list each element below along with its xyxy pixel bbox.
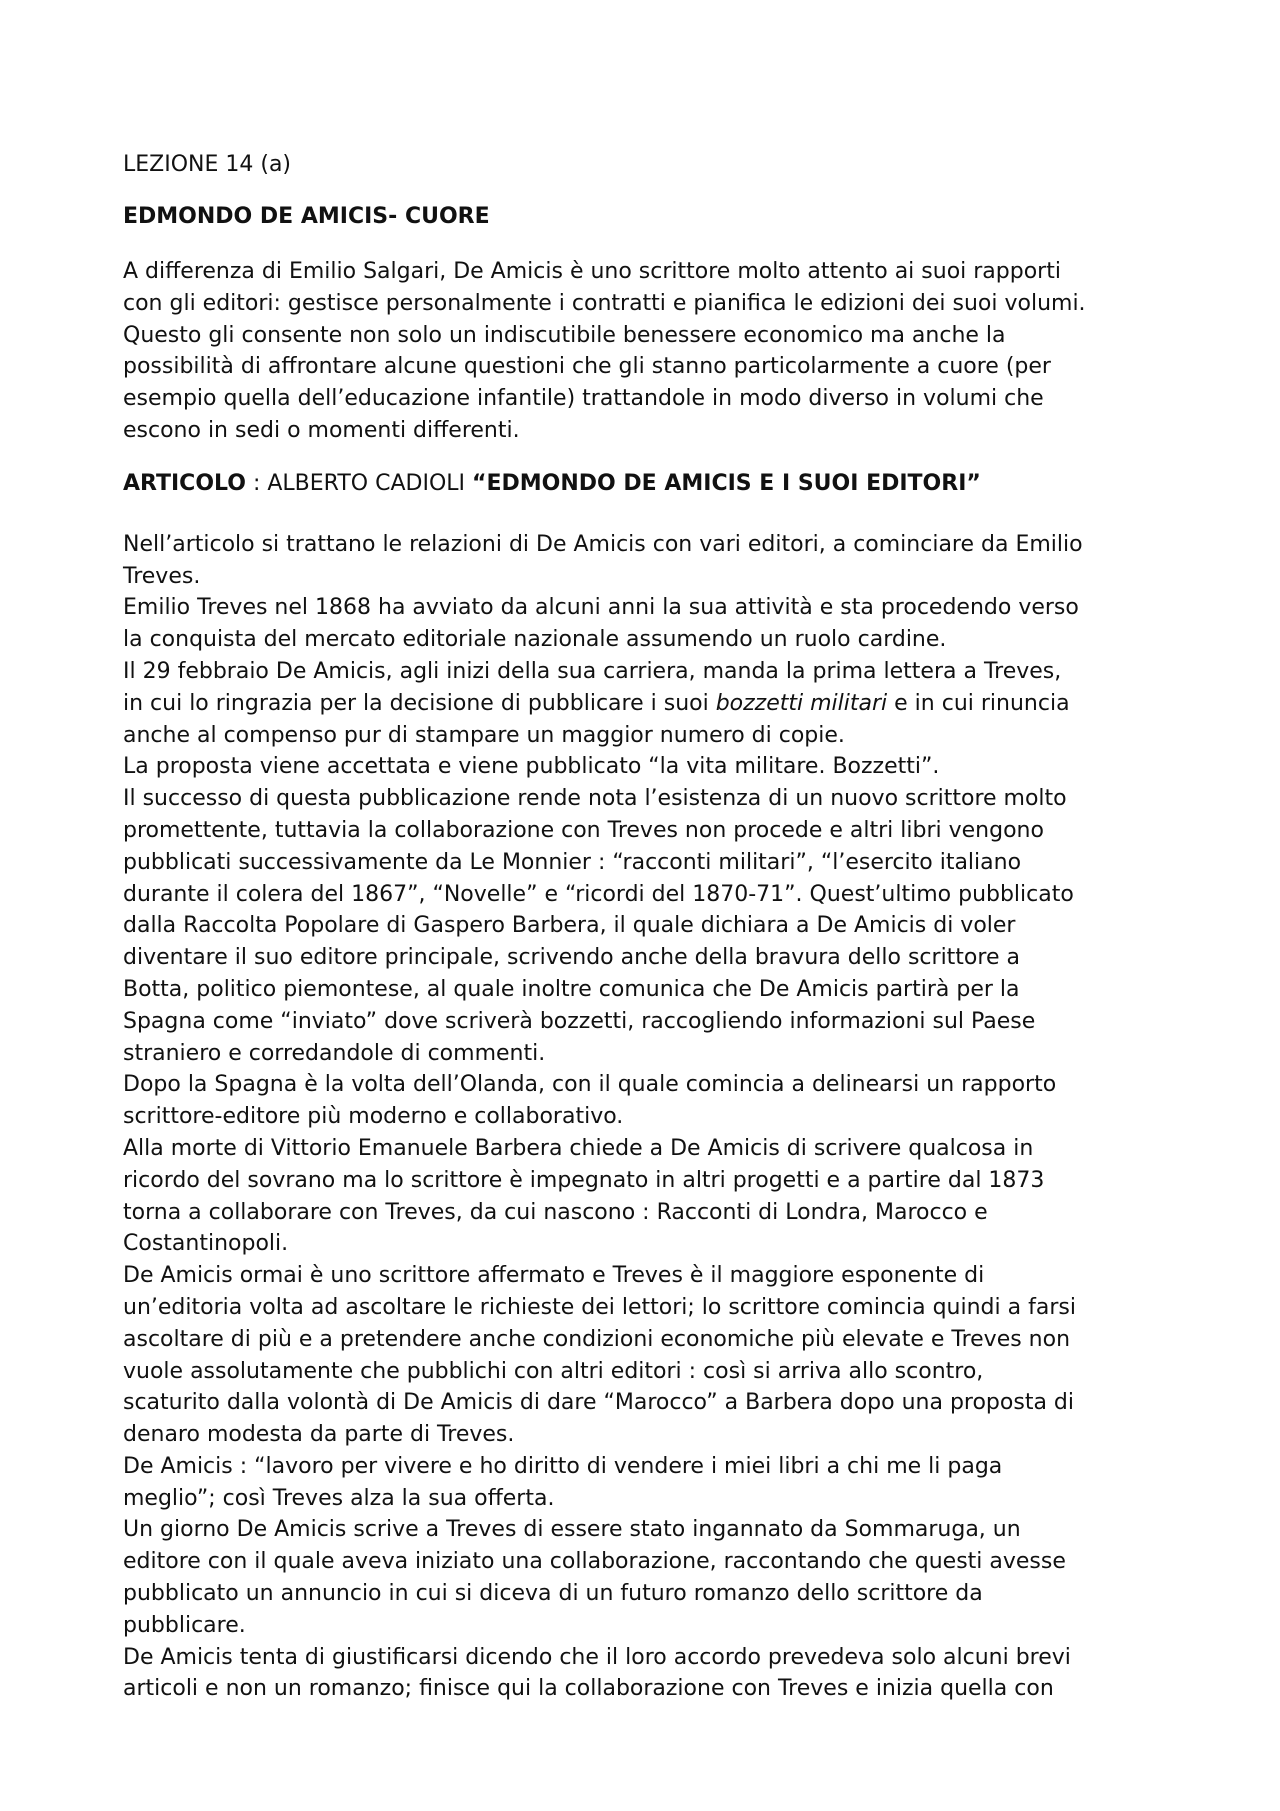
text-line: Treves.: [123, 563, 201, 589]
text-line: Il 29 febbraio De Amicis, agli inizi della sua carriera, manda la prima lettera a Treves,: [123, 658, 1062, 684]
text-fragment: e in cui rinuncia: [887, 690, 1070, 716]
paragraph: [123, 1133, 1183, 1260]
text-line: La proposta viene accettata e viene pubblicato “la vita militare. Bozzetti”.: [123, 754, 940, 780]
article-reference: [123, 469, 1183, 499]
article-title: “EDMONDO DE AMICIS E I SUOI EDITORI”: [472, 470, 981, 496]
paragraph: [123, 1069, 1183, 1133]
document-page: [123, 150, 1183, 1705]
article-separator: :: [245, 470, 268, 496]
paragraph: [123, 592, 1183, 656]
text-line: Un giorno De Amicis scrive a Treves di essere stato ingannato da Sommaruga, un: [123, 1517, 1021, 1543]
text-line: De Amicis tenta di giustificarsi dicendo che il loro accordo prevedeva solo alcuni brevi: [123, 1644, 1071, 1670]
intro-line: con gli editori: gestisce personalmente i contratti e pianifica le edizioni dei suoi volumi.: [123, 290, 1086, 316]
article-author: ALBERTO CADIOLI: [267, 470, 473, 496]
article-summary: [123, 529, 1183, 1705]
text-line: Costantinopoli.: [123, 1231, 289, 1257]
text-line: Nell’articolo si trattano le relazioni di De Amicis con vari editori, a cominciare da Emilio: [123, 531, 1083, 557]
text-line: pubblicare.: [123, 1612, 246, 1638]
text-line: scaturito dalla volontà di De Amicis di dare “Marocco” a Barbera dopo una proposta di: [123, 1390, 1074, 1416]
italic-title: bozzetti militari: [715, 690, 888, 716]
text-line: scrittore-editore più moderno e collaborativo.: [123, 1104, 624, 1130]
paragraph: [123, 1451, 1183, 1515]
paragraph: [123, 656, 1183, 751]
paragraph: [123, 751, 1183, 783]
text-line: ascoltare di più e a pretendere anche condizioni economiche più elevate e Treves non: [123, 1326, 1071, 1352]
paragraph: [123, 529, 1183, 593]
text-line: la conquista del mercato editoriale nazionale assumendo un ruolo cardine.: [123, 627, 947, 653]
paragraph: [123, 783, 1183, 1069]
paragraph: [123, 1514, 1183, 1641]
intro-paragraph: [123, 256, 1183, 447]
intro-line: esempio quella dell’educazione infantile) trattandole in modo diverso in volumi che: [123, 386, 1044, 412]
text-line: meglio”; così Treves alza la sua offerta.: [123, 1485, 555, 1511]
text-line: durante il colera del 1867”, “Novelle” e “ricordi del 1870-71”. Quest’ultimo pubblicato: [123, 881, 1074, 907]
text-line: torna a collaborare con Treves, da cui nascono : Racconti di Londra, Marocco e: [123, 1199, 988, 1225]
text-line: Alla morte di Vittorio Emanuele Barbera chiede a De Amicis di scrivere qualcosa in: [123, 1135, 1034, 1161]
text-line: un’editoria volta ad ascoltare le richieste dei lettori; lo scrittore comincia quindi a farsi: [123, 1294, 1076, 1320]
text-line: diventare il suo editore principale, scrivendo anche della bravura dello scrittore a: [123, 945, 1020, 971]
text-line: vuole assolutamente che pubblichi con altri editori : così si arriva allo scontro,: [123, 1358, 984, 1384]
lesson-heading: LEZIONE 14 (a): [123, 152, 292, 177]
document-title: EDMONDO DE AMICIS- CUORE: [123, 204, 490, 229]
text-line: pubblicati successivamente da Le Monnier : “racconti militari”, “l’esercito italiano: [123, 849, 1022, 875]
paragraph: [123, 1260, 1183, 1451]
intro-line: possibilità di affrontare alcune questioni che gli stanno particolarmente a cuore (per: [123, 354, 1051, 380]
text-line: Il successo di questa pubblicazione rende nota l’esistenza di un nuovo scrittore molto: [123, 786, 1067, 812]
text-line: pubblicato un annuncio in cui si diceva di un futuro romanzo dello scrittore da: [123, 1581, 983, 1607]
text-line: anche al compenso pur di stampare un maggior numero di copie.: [123, 722, 845, 748]
text-line: Spagna come “inviato” dove scriverà bozzetti, raccogliendo informazioni sul Paese: [123, 1008, 1036, 1034]
intro-line: A differenza di Emilio Salgari, De Amicis è uno scrittore molto attento ai suoi rapporti: [123, 259, 1061, 284]
paragraph: [123, 1642, 1183, 1706]
text-line: promettente, tuttavia la collaborazione con Treves non procede e altri libri vengono: [123, 817, 1044, 843]
text-line: dalla Raccolta Popolare di Gaspero Barbera, il quale dichiara a De Amicis di voler: [123, 913, 1016, 939]
text-line: De Amicis : “lavoro per vivere e ho diritto di vendere i miei libri a chi me li paga: [123, 1453, 1003, 1479]
text-line: Botta, politico piemontese, al quale inoltre comunica che De Amicis partirà per la: [123, 976, 1020, 1002]
intro-line: escono in sedi o momenti differenti.: [123, 417, 520, 443]
text-line: editore con il quale aveva iniziato una collaborazione, raccontando che questi avesse: [123, 1549, 1066, 1575]
text-line: denaro modesta da parte di Treves.: [123, 1422, 515, 1448]
text-line: ricordo del sovrano ma lo scrittore è impegnato in altri progetti e a partire dal 1873: [123, 1167, 1045, 1193]
text-line: articoli e non un romanzo; finisce qui la collaborazione con Treves e inizia quella con: [123, 1676, 1054, 1702]
article-label: ARTICOLO: [123, 470, 246, 496]
text-line: Dopo la Spagna è la volta dell’Olanda, con il quale comincia a delinearsi un rapporto: [123, 1072, 1057, 1098]
text-line: De Amicis ormai è uno scrittore affermato e Treves è il maggiore esponente di: [123, 1263, 985, 1289]
intro-line: Questo gli consente non solo un indiscutibile benessere economico ma anche la: [123, 322, 1006, 348]
text-fragment: in cui lo ringrazia per la decisione di pubblicare i suoi: [123, 690, 716, 716]
text-line: Emilio Treves nel 1868 ha avviato da alcuni anni la sua attività e sta procedendo verso: [123, 595, 1079, 621]
text-line: straniero e corredandole di commenti.: [123, 1040, 546, 1066]
